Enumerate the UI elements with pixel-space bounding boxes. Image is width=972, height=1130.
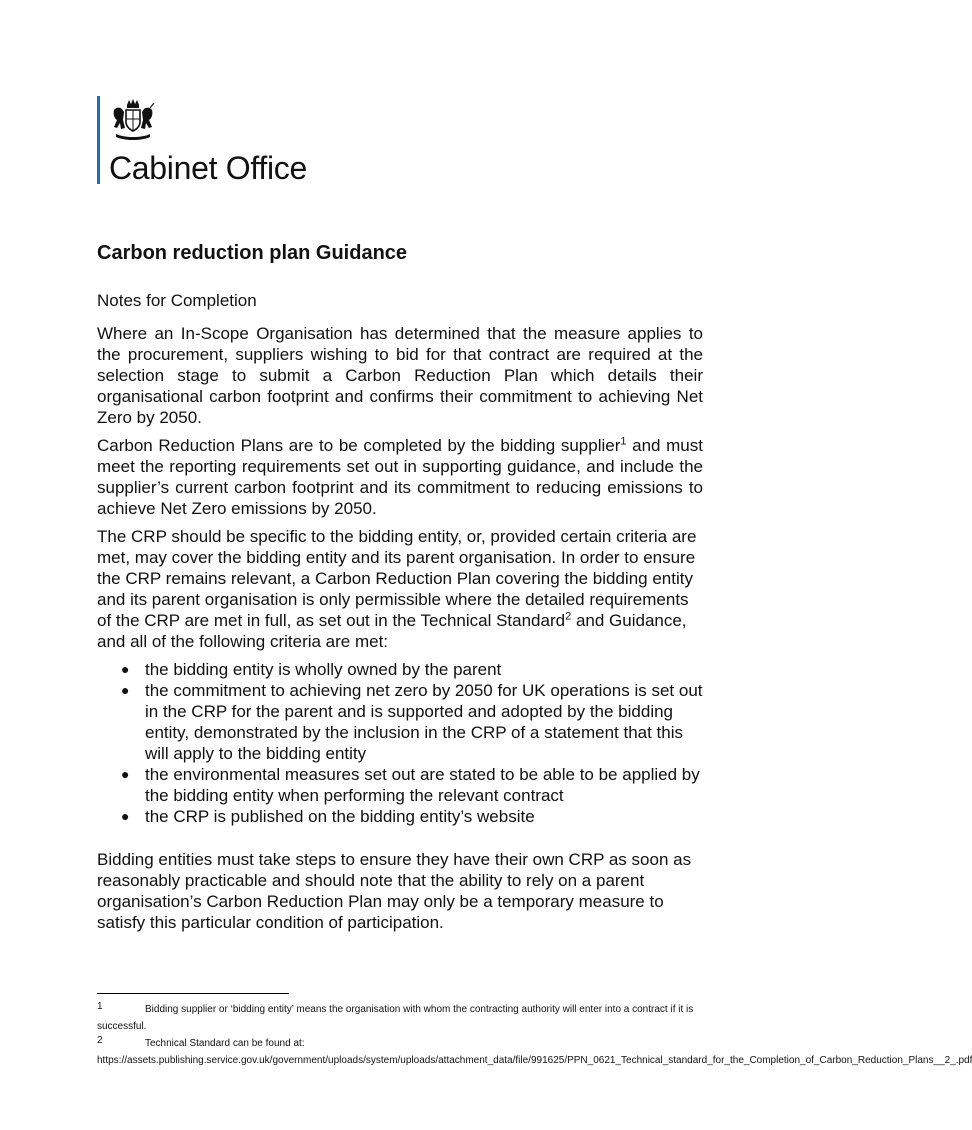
paragraph-completion-text-cont: and must meet the reporting requirements set out in supporting guidance, and include the supplier’s current carbon footprint and its commitment to reducing emissions to achieve Net Zero emissions by 2050.: [97, 436, 703, 518]
paragraph-completion-text: Carbon Reduction Plans are to be completed by the bidding supplier: [97, 436, 621, 455]
footnote-ref-1[interactable]: 1: [620, 435, 627, 448]
paragraph-parent-organisation: [97, 526, 703, 652]
footnote-ref-2[interactable]: 2: [565, 610, 572, 623]
list-item: [97, 680, 703, 764]
list-item: [97, 764, 703, 806]
bullet-icon: ●: [121, 808, 130, 824]
page-subtitle: Notes for Completion: [97, 291, 257, 310]
bullet-icon: ●: [121, 682, 130, 698]
technical-standard-link[interactable]: https://assets.publishing.service.gov.uk/government/uploads/system/uploads/attachment_data/file/991625/PPN_0621_Technical_standard_for_the_Completion_of_Carbon_Reduction_Plans__2_.pdf: [97, 1055, 972, 1066]
footnote-number: 1: [97, 1001, 103, 1012]
paragraph-own-crp: Bidding entities must take steps to ensure they have their own CRP as soon as reasonably practicable and should note that the ability to rely on a parent organisation’s Carbon Reduction Plan may only be a temporary measure to satisfy this particular condition of participation.: [97, 850, 692, 932]
criteria-text: the commitment to achieving net zero by 2050 for UK operations is set out in the CRP for the parent and is supported and adopted by the bidding entity, demonstrated by the inclusion in the CRP of a statement that this will apply to the bidding entity: [145, 681, 703, 763]
logo-accent-bar: [97, 96, 100, 184]
criteria-list: [97, 659, 703, 827]
list-item: [97, 659, 703, 680]
footnote-text: Technical Standard can be found at:: [145, 1038, 305, 1049]
page-title: Carbon reduction plan Guidance: [97, 242, 408, 264]
list-item: [97, 806, 703, 827]
royal-coat-of-arms-icon: [110, 98, 156, 144]
bullet-icon: ●: [121, 661, 130, 677]
footnote-number: 2: [97, 1035, 103, 1046]
paragraph-completion: [97, 435, 703, 519]
paragraph-parent-text-cont: and Guidance, and all of the following criteria are met:: [97, 611, 687, 651]
footnote-2: [97, 1035, 703, 1052]
footnote-text: Bidding supplier or ‘bidding entity’ means the organisation with whom the contracting authority will enter into a contract if it is successful.: [97, 1004, 694, 1032]
document-body: [97, 238, 703, 940]
footnote-1: [97, 1001, 703, 1035]
criteria-text: the CRP is published on the bidding entity’s website: [145, 807, 535, 826]
criteria-text: the environmental measures set out are stated to be able to be applied by the bidding entity when performing the relevant contract: [145, 765, 700, 805]
organisation-name: Cabinet Office: [109, 150, 307, 186]
footnote-divider: [97, 993, 289, 994]
paragraph-parent-text: The CRP should be specific to the bidding entity, or, provided certain criteria are met, may cover the bidding entity and its parent organisation. In order to ensure the CRP remains relevant, a Carbon Reduction Plan covering the bidding entity and its parent organisation is only permissible where the detailed requirements of the CRP are met in full, as set out in the Technical Standard: [97, 527, 697, 630]
bullet-icon: ●: [121, 766, 130, 782]
footnotes: [97, 993, 972, 1069]
criteria-text: the bidding entity is wholly owned by the parent: [145, 660, 502, 679]
paragraph-scope: Where an In-Scope Organisation has determined that the measure applies to the procurement, suppliers wishing to bid for that contract are required at the selection stage to submit a Carbon Reduction Plan which details their organisational carbon footprint and confirms their commitment to achieving Net Zero by 2050.: [97, 324, 703, 427]
